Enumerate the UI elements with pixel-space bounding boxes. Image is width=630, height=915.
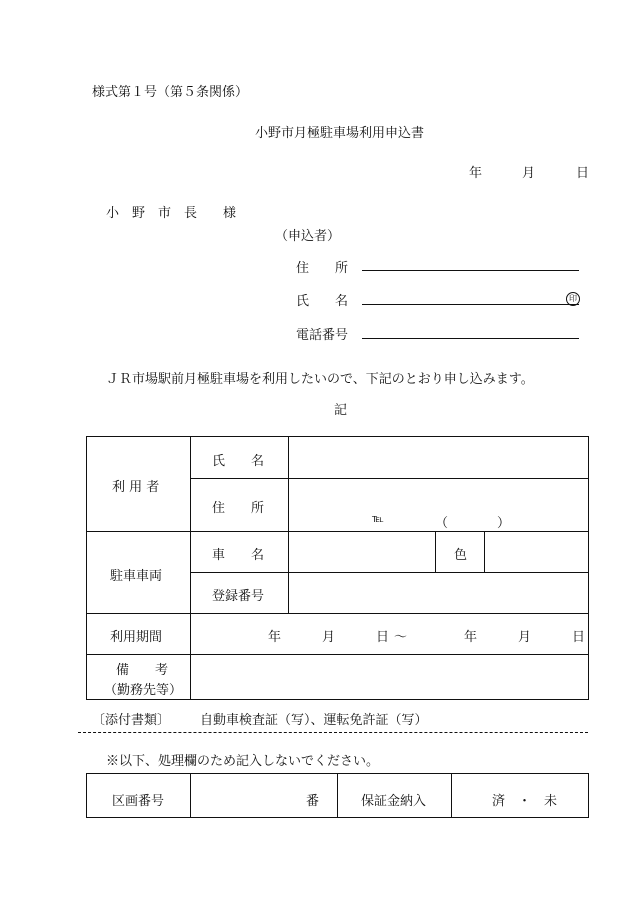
user-address-label: 住 所 xyxy=(212,501,265,516)
attachments-text: 自動車検査証（写）、運転免許証（写） xyxy=(200,713,428,728)
remarks-label: 備 考 xyxy=(116,663,169,678)
tel-paren-close: ） xyxy=(497,516,511,531)
intro-text: ＪＲ市場駅前月極駐車場を利用したいので、下記のとおり申し込みます。 xyxy=(106,372,534,387)
applicant-phone-field[interactable] xyxy=(362,338,579,339)
applicant-name-label: 氏 名 xyxy=(296,294,349,309)
user-name-input[interactable] xyxy=(289,437,588,477)
applicant-label: （申込者） xyxy=(275,229,341,244)
registration-input[interactable] xyxy=(289,573,588,612)
period-from-month: 月 xyxy=(322,630,336,645)
period-from-year: 年 xyxy=(268,630,282,645)
divider xyxy=(451,773,452,818)
remarks-input[interactable] xyxy=(191,655,588,699)
attachments-label: 〔添付書類〕 xyxy=(92,713,171,728)
seal-mark: 印 xyxy=(566,290,580,306)
period-from-day: 日 xyxy=(376,630,390,645)
vehicle-label: 駐車車両 xyxy=(110,569,163,584)
remarks-sub-label: （勤務先等） xyxy=(104,683,183,698)
section-number-suffix: 番 xyxy=(306,794,320,809)
car-color-input[interactable] xyxy=(485,532,588,571)
user-label: 利 用 者 xyxy=(112,480,160,495)
registration-label: 登録番号 xyxy=(212,589,265,604)
divider xyxy=(435,531,436,572)
form-number: 様式第１号（第５条関係） xyxy=(92,85,249,100)
date-day: 日 xyxy=(576,166,590,181)
section-number-label: 区画番号 xyxy=(112,794,165,809)
form-title: 小野市月極駐車場利用申込書 xyxy=(255,126,425,141)
divider xyxy=(337,773,338,818)
deposit-label: 保証金納入 xyxy=(361,794,427,809)
addressee: 小 野 市 長 様 xyxy=(106,206,237,221)
period-label: 利用期間 xyxy=(110,630,163,645)
period-to-month: 月 xyxy=(518,630,532,645)
ki-heading: 記 xyxy=(334,403,348,418)
office-note: ※以下、処理欄のため記入しないでください。 xyxy=(106,754,380,769)
car-name-label: 車 名 xyxy=(212,548,265,563)
applicant-address-label: 住 所 xyxy=(296,261,349,276)
tel-paren-open: （ xyxy=(435,516,449,531)
color-label: 色 xyxy=(454,548,468,563)
user-name-label: 氏 名 xyxy=(212,454,265,469)
date-month: 月 xyxy=(522,166,536,181)
car-name-input[interactable] xyxy=(289,532,434,571)
applicant-address-field[interactable] xyxy=(362,270,579,271)
cut-line xyxy=(78,732,588,733)
divider xyxy=(190,773,191,818)
deposit-status: 済 ・ 未 xyxy=(492,794,558,809)
period-to-day: 日 xyxy=(572,630,586,645)
divider xyxy=(86,613,589,614)
period-tilde: ～ xyxy=(394,630,408,645)
user-address-input[interactable] xyxy=(289,479,588,509)
applicant-phone-label: 電話番号 xyxy=(296,328,349,343)
date-year: 年 xyxy=(469,166,483,181)
tel-label: ℡ xyxy=(372,512,384,525)
applicant-name-field[interactable] xyxy=(362,304,579,305)
period-to-year: 年 xyxy=(464,630,478,645)
